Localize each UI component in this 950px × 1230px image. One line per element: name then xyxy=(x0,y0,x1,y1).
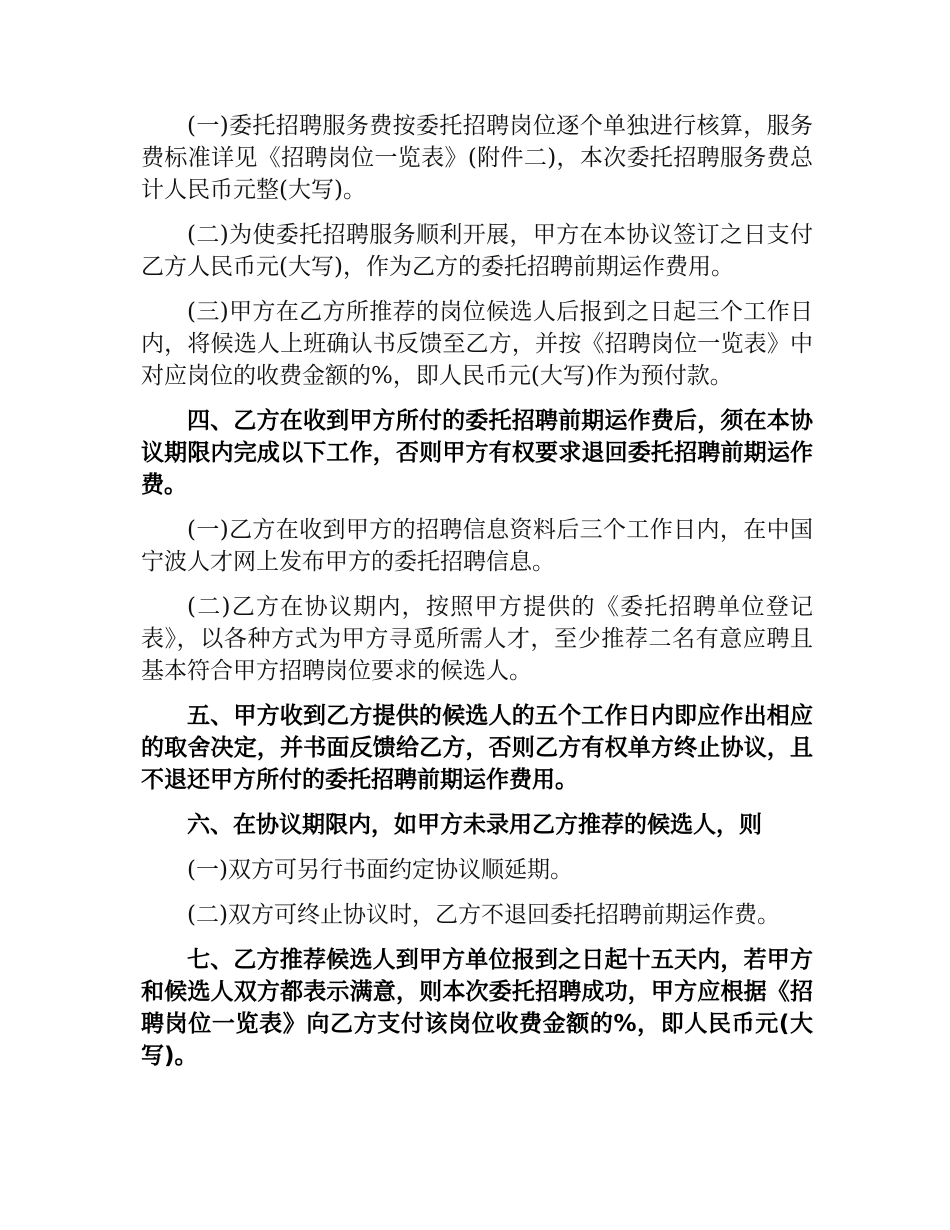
clause-3-item-1: (一)委托招聘服务费按委托招聘岗位逐个单独进行核算，服务费标准详见《招聘岗位一览表》(附件二)，本次委托招聘服务费总计人民币元整(大写)。 xyxy=(141,113,813,203)
clause-4-item-2: (二)乙方在协议期内，按照甲方提供的《委托招聘单位登记表》，以各种方式为甲方寻觅所需人才，至少推荐二名有意应聘且基本符合甲方招聘岗位要求的候选人。 xyxy=(141,594,813,684)
clause-6-item-2: (二)双方可终止协议时，乙方不退回委托招聘前期运作费。 xyxy=(187,902,780,928)
clause-4-heading: 四、乙方在收到甲方所付的委托招聘前期运作费后，须在本协议期限内完成以下工作，否则甲方有权要求退回委托招聘前期运作费。 xyxy=(141,408,813,498)
document-body xyxy=(141,110,813,1085)
clause-3-item-2: (二)为使委托招聘服务顺利开展，甲方在本协议签订之日支付乙方人民币元(大写)，作为乙方的委托招聘前期运作费用。 xyxy=(141,222,813,280)
clause-6-item-1: (一)双方可另行书面约定协议顺延期。 xyxy=(187,857,573,883)
clause-7-heading: 七、乙方推荐候选人到甲方单位报到之日起十五天内，若甲方和候选人双方都表示满意，则本次委托招聘成功，甲方应根据《招聘岗位一览表》向乙方支付该岗位收费金额的%，即人民币元(大写)。 xyxy=(141,947,813,1069)
clause-4-item-1: (一)乙方在收到甲方的招聘信息资料后三个工作日内，在中国宁波人才网上发布甲方的委托招聘信息。 xyxy=(141,517,813,575)
clause-5-heading: 五、甲方收到乙方提供的候选人的五个工作日内即应作出相应的取舍决定，并书面反馈给乙方，否则乙方有权单方终止协议，且不退还甲方所付的委托招聘前期运作费用。 xyxy=(141,703,813,793)
clause-3-item-3: (三)甲方在乙方所推荐的岗位候选人后报到之日起三个工作日内，将候选人上班确认书反馈至乙方，并按《招聘岗位一览表》中对应岗位的收费金额的%，即人民币元(大写)作为预付款。 xyxy=(141,299,813,389)
clause-6-heading: 六、在协议期限内，如甲方未录用乙方推荐的候选人，则 xyxy=(187,812,762,838)
